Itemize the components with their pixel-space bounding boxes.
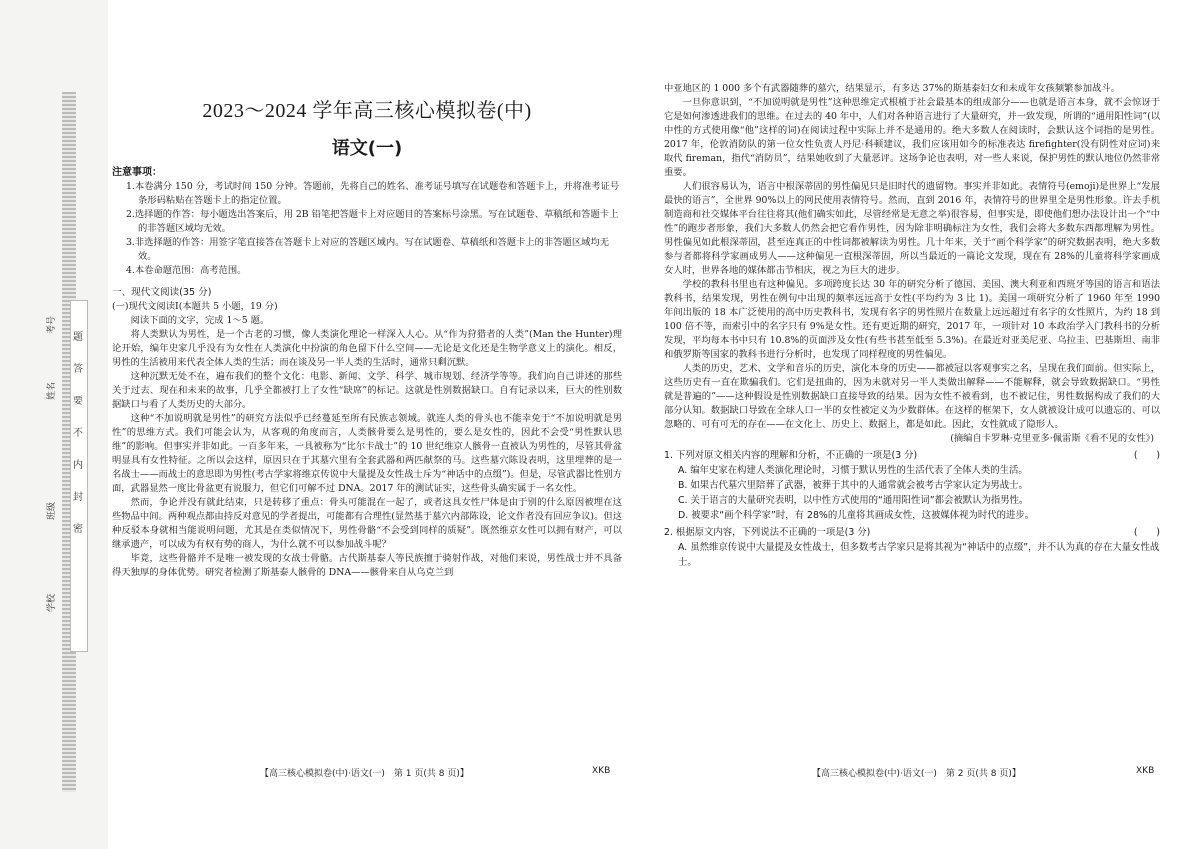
binding-margin (0, 0, 108, 849)
passage-paragraph: 一旦你意识到，“不加说明就是男性”这种思维定式根植于社会最基本的组成部分——也就是语言本身，就不会惊讶于它是如何渗透进我们的思维。在过去的 40 年中，人们对各种语言进行了大量研究，并一致发现，所谓的“通用阳性词”(以中性的方式使用像“他”这样的词)在阅读过程中实际上并不是通用的。绝大多数人在阅读时，会默认这个词指的是男性。2017 年，伦敦消防队的第一位女性负责人丹尼·科顿建议，我们应该用如今的标准表达 firefighter(没有阴性对应词)来取代 fireman，指代“消防员”，结果她收到了大量恶评。这场争论也表明，对一些人来说，保护男性的默认地位仍然非常重要。 (664, 97, 1160, 178)
notes-heading: 注意事项： (112, 167, 162, 178)
footer-code: XKB (592, 766, 611, 776)
seal-char: 内 (73, 460, 83, 471)
footer-code: XKB (1136, 766, 1155, 776)
passage-paragraph: 然而，争论并没有就此结束，只是转移了重点：骨头可能混在一起了，或者这具女性尸体是由于别的什么原因被埋在这些物品中间。两种观点都由持反对意见的学者提出，可能都有合理性(显然基于墓穴内部陈设，论文作者没有回应争议)。但这种反驳本身就相当能说明问题，尤其是在类似情况下，男性骨骼“不会受到同样的质疑”。既然维京女性可以拥有财产，可以继承遗产，可以成为有权有势的商人，为什么就不可以参加战斗呢？ (112, 497, 622, 550)
question-2 (664, 525, 1160, 540)
seal-box (70, 300, 88, 652)
seal-char: 题 (73, 332, 83, 343)
seal-char: 密 (73, 524, 83, 535)
seal-char: 不 (73, 428, 83, 439)
page-1 (112, 78, 622, 781)
passage-paragraph: 人们很容易认为，语言中根深蒂固的男性偏见只是旧时代的遗留物。事实并非如此。表情符号(emoji)是世界上“发展最快的语言”，全世界 90%以上的网民使用表情符号。然而，直到 2016 年，表情符号的世界里全是男性形象。许去手机制造商和社交媒体平台往往将其(他们确实如此，尽管经常是无意之举)很容易，但事实是，即使他们想办法设计出一个“中性”的跑步者形象，我们大多数人仍然会把它看作男性，因为除非明确标注为女性，我们会将大多数东西都理解为男性。男性偏见如此根深蒂固，甚至连真正的中性词都被解读为男性。几十年来，关于“画个科学家”的研究数据表明，绝大多数参与者都将科学家画成男人——这种偏见一直根深蒂固，所以当最近的一篇论文发现，现在有 28%的儿童将科学家画成女人时，世界各地的媒体都击节相庆，视之为巨大的进步。 (664, 181, 1160, 276)
passage-paragraph: 将人类默认为男性，是一个古老的习惯，像人类演化理论一样深入人心。从“作为狩猎者的人类”(Man the Hunter)理论开始，编年史家几乎没有为女性在人类演化中扮演的角色留下什么空间——无论是文化还是生物学意义上的演化。相反，男性的生活被用来代表全体人类的生活；而在谈及另一半人类的生活时，通常只剩沉默。 (112, 329, 622, 368)
footer-label: 【高三核心模拟卷(中)·语文(一) 第 2 页(共 8 页)】 (812, 769, 1021, 779)
option: A. 编年史家在构建人类演化理论时，习惯于默认男性的生活代表了全体人类的生活。 (678, 465, 1028, 476)
question-stem: 1. 下列对原文相关内容的理解和分析，不正确的一项是(3 分) (664, 450, 918, 461)
seal-char: 答 (73, 364, 83, 375)
option: B. 如果古代墓穴里陪葬了武器，被葬于其中的人通常就会被考古学家认定为男战士。 (678, 480, 1028, 491)
passage-paragraph: 学校的教科书里也有这种偏见。多项跨度长达 30 年的研究分析了德国、美国、澳大利亚和西班牙等国的语言和语法教科书，结果发现，男性在例句中出现的频率远远高于女性(平均约为 3 比 1)。美国一项研究分析了 1960 年至 1990 年间出版的 18 本广泛使用的高中历史教科书，发现有名字的男性照片在数量上远远超过有名字的女性照片，为约 18 到 100 倍不等，而索引中的名字只有 9%是女性。还有更近期的研究，2017 年，一项针对 10 本政治学入门教科书的分析发现，平均每本书中只有 10.8%的页面涉及女性(有些书甚至低至 5.3%)。在最近对亚美尼亚、乌拉圭、巴基斯坦、南非和俄罗斯等国家的教科书进行分析时，也发现了同样程度的男性偏见。 (664, 279, 1160, 360)
field-school: 学校 (47, 593, 57, 612)
passage-paragraph: 毕竟，这些骨骼并不是唯一被发现的女战士骨骼。古代斯基泰人等民族擅于骑射作战，对他们来说，男性战士并不具备得天独厚的身体优势。研究者检测了斯基泰人骸骨的 DNA——骸骨来自从乌克兰到 (112, 553, 622, 578)
passage-source: (摘编自卡罗琳·克里亚多·佩雷斯《看不见的女性》) (950, 433, 1154, 444)
section-heading: 一、现代文阅读(35 分) (112, 287, 212, 298)
answer-bracket: ( ) (1133, 527, 1160, 538)
note-item: 4.本卷命题范围：高考范围。 (126, 265, 247, 276)
question-1 (664, 448, 1160, 463)
footer-label: 【高三核心模拟卷(中)·语文(一) 第 1 页(共 8 页)】 (260, 769, 469, 779)
exam-subtitle: 语文(一) (331, 138, 403, 159)
option: C. 关于语言的大量研究表明，以中性方式使用的“通用阳性词”都会被默认为指男性。 (678, 495, 1029, 506)
seal-char: 要 (73, 396, 83, 407)
page-1-footer-code (592, 766, 610, 776)
field-exam-number: 考号 (47, 315, 57, 334)
page-1-footer (260, 766, 469, 779)
field-class: 班级 (47, 501, 57, 520)
page-2-footer-code (1136, 766, 1154, 776)
passage-paragraph: 这种“不加说明就是男性”的研究方法似乎已经蔓延至所有民族志领域。就连人类的骨头也不能幸免于“不加说明就是男性”的思维方式。我们可能会认为，从客观的角度而言，人类骸骨要么是男性的，要么是女性的，因此不会受“男性默认思维”的影响。但事实并非如此。一百多年来，一具被称为“比尔卡战士”的 10 世纪维京人骸骨一直被认为男性的，尽管其骨盆明显具有女性特征。之所以会这样，原因只在于其墓穴里有全套武器和两匹献祭的马。这些墓穴陈设表明，这里埋葬的是一名战士——而战士的意思即为男性(考古学家将维京传说中大量提及女性战士斥为“神话中的点缀”)。但是，尽管武器比性别方面，武器显然一度比骨盆更有说服力，但它们可解不过 DNA。2017 年的测试证实，这些骨头确实属于一名女性。 (112, 413, 622, 494)
page-2-footer (812, 766, 1021, 779)
question-stem: 2. 根据原文内容，下列说法不正确的一项是(3 分) (664, 527, 871, 538)
passage-paragraph: 这种沉默无处不在，遍布我们的整个文化：电影、新闻、文学、科学、城市规划、经济学等等。我们向自己讲述的那些关于过去、现在和未来的故事，几乎全都被打上了女性“缺席”的标记。这就是性别数据缺口。自有记录以来，巨大的性别数据缺口与看了人类历史的大部分。 (112, 371, 622, 410)
note-item: 2.选择题的作答：每小题选出答案后，用 2B 铅笔把答题卡上对应题目的答案标号涂黑。写在试题卷、草稿纸和答题卡上的非答题区域均无效。 (126, 209, 619, 234)
passage-paragraph: 中亚地区的 1 000 多个有武器随葬的墓穴，结果显示，有多达 37%的斯基泰妇女和未成年女孩频繁参加战斗。 (664, 83, 1120, 94)
option: D. 被要求“画个科学家”时，有 28%的儿童将其画成女性，这被媒体视为时代的进步。 (678, 510, 1035, 521)
exam-title: 2023～2024 学年高三核心模拟卷(中) (202, 100, 532, 122)
subsection-heading: (一)现代文阅读Ⅰ(本题共 5 小题，19 分) (112, 301, 278, 312)
option: A. 虽然维京传说中大量提及女性战士，但多数考古学家只是将其视为“神话中的点缀”，并不认为真的存在大量女性战士。 (678, 542, 1160, 568)
note-item: 1.本卷满分 150 分，考试时间 150 分钟。答题前，先将自己的姓名、准考证号填写在试题卷和答题卡上，并将准考证号条形码粘贴在答题卡上的指定位置。 (126, 181, 620, 206)
field-name: 姓名 (47, 381, 57, 400)
passage-paragraph: 人类的历史，艺术、文学和音乐的历史，演化本身的历史——都被冠以客观事实之名，呈现在我们面前。但实际上，这些历史有一直在欺骗我们。它们是扭曲的，因为未就对另一半人类做出解释——不能解释，就会导致数据缺口。“男性就是普遍的”——这种假设是性别数据缺口直接导致的结果。因为女性不被看到，也不被记住，男性数据构成了我们的大部分认知。数据缺口导致在全球人口一半的女性被定义为少数群体。在这样的框架下，女人就被设计成可以遗忘的、可以忽略的、可有可无的存在——在文化上、历史上、数据上，都是如此。因此，女性就成了隐形人。 (664, 363, 1160, 430)
answer-bracket: ( ) (1133, 450, 1160, 461)
page-2 (664, 82, 1160, 781)
seal-char: 封 (73, 492, 83, 503)
reading-instruction: 阅读下面的文字，完成 1～5 题。 (130, 315, 270, 326)
note-item: 3.非选择题的作答：用签字笔直接答在答题卡上对应的答题区域内。写在试题卷、草稿纸和答题卡上的非答题区域均无效。 (126, 237, 610, 262)
